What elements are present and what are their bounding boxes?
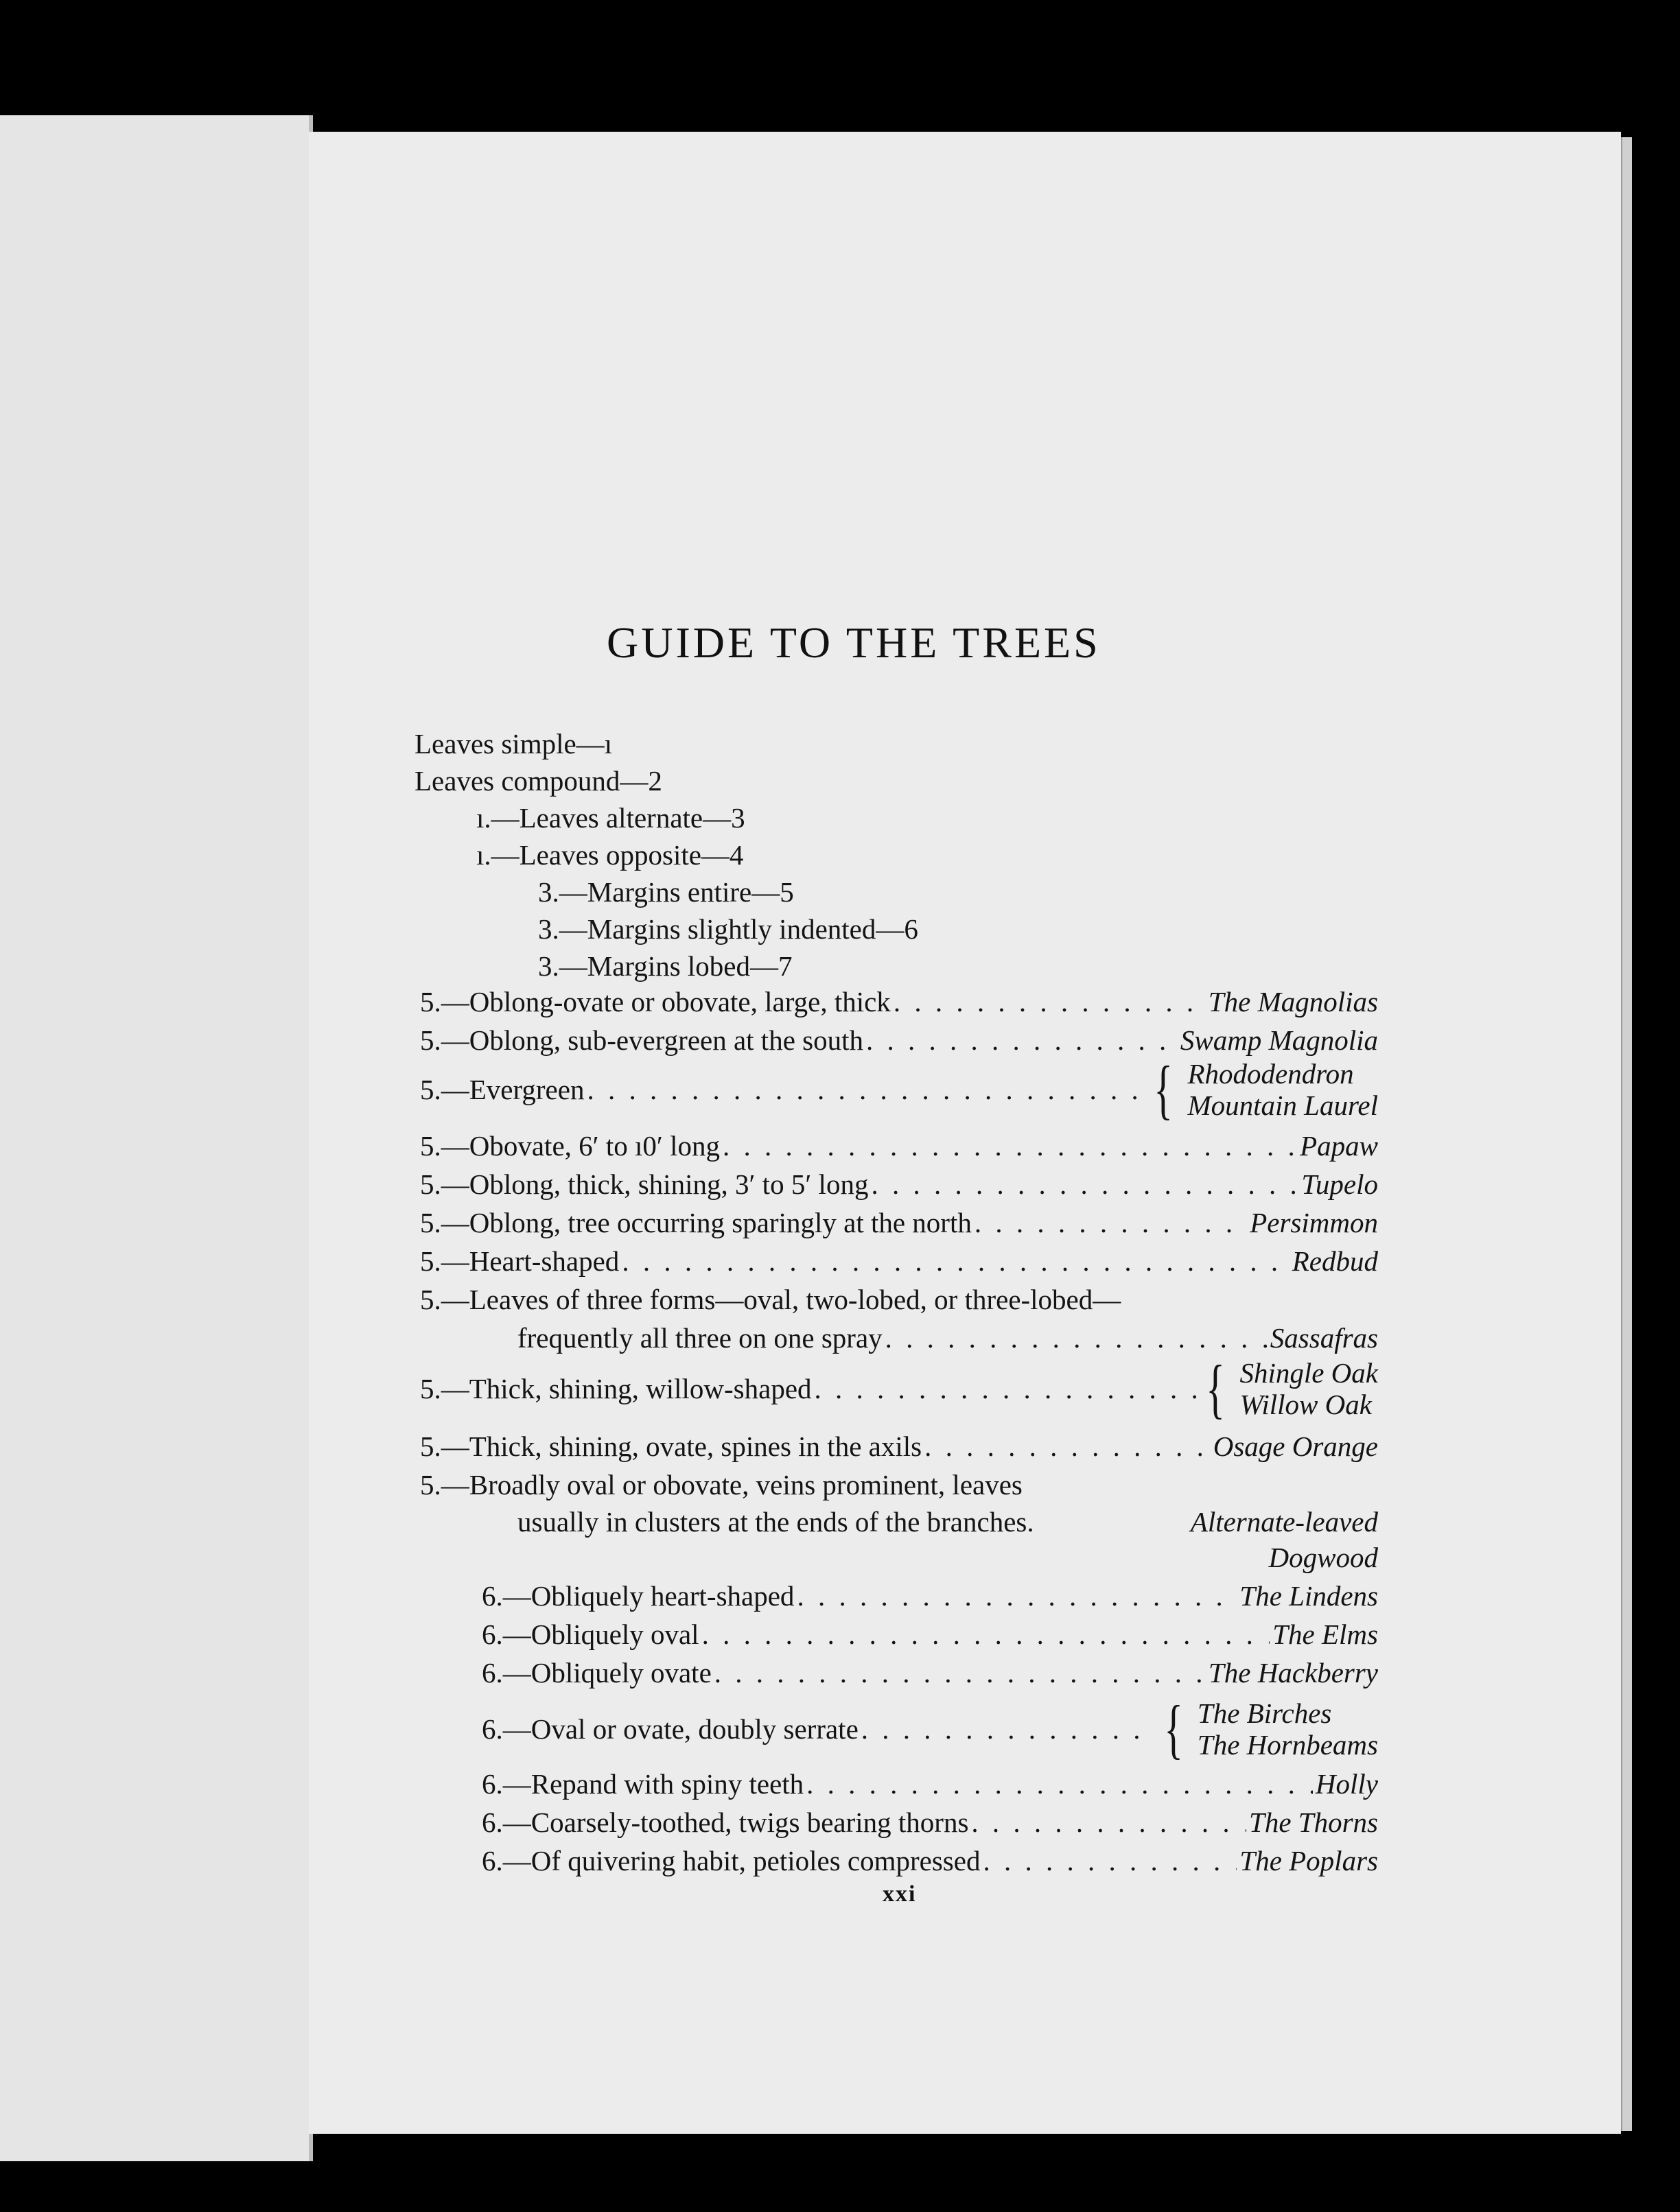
- key-line-leaves-opposite: ı.—Leaves opposite—4: [476, 839, 744, 871]
- tree-name: Mountain Laurel: [1187, 1090, 1378, 1121]
- leader-dots: [714, 1654, 1206, 1692]
- entry-description: 5.—Oblong-ovate or obovate, large, thick: [420, 986, 891, 1017]
- tree-name: Persimmon: [1250, 1207, 1378, 1238]
- leader-dots: [622, 1242, 1289, 1280]
- entry-persimmon: [420, 1203, 1378, 1242]
- tree-name: Papaw: [1300, 1130, 1378, 1162]
- leader-dots: [861, 1710, 1155, 1748]
- entry-description: 6.—Coarsely-toothed, twigs bearing thorns: [482, 1807, 969, 1838]
- entry-osage-orange: [420, 1427, 1378, 1466]
- entry-thorns: [482, 1803, 1378, 1842]
- entry-holly: [482, 1765, 1378, 1803]
- entry-tupelo: [420, 1165, 1378, 1203]
- tree-name: The Poplars: [1239, 1845, 1378, 1876]
- leader-dots: [587, 1070, 1145, 1109]
- tree-name: The Hackberry: [1208, 1657, 1378, 1689]
- leader-dots: [894, 983, 1206, 1021]
- tree-name: The Lindens: [1239, 1580, 1378, 1612]
- key-line-margins-entire: 3.—Margins entire—5: [538, 876, 794, 908]
- tree-name: Holly: [1315, 1768, 1378, 1800]
- entry-magnolias: [420, 983, 1378, 1021]
- page-edge: [1621, 137, 1632, 2131]
- entry-description: 6.—Obliquely oval: [482, 1619, 699, 1650]
- entry-description: 6.—Of quivering habit, petioles compressed: [482, 1845, 981, 1876]
- entry-evergreen: [420, 1052, 1378, 1126]
- leader-dots: [702, 1615, 1270, 1654]
- key-line-margins-indented: 3.—Margins slightly indented—6: [538, 913, 918, 945]
- leader-dots: [975, 1203, 1247, 1242]
- leader-dots: [871, 1165, 1298, 1203]
- leader-dots: [797, 1577, 1237, 1615]
- leader-dots: [971, 1803, 1246, 1842]
- entry-description: 5.—Oblong, sub-evergreen at the south: [420, 1024, 863, 1056]
- entry-sassafras-line1: 5.—Leaves of three forms—oval, two-lobed, or three-lobed—: [420, 1284, 1121, 1315]
- entry-description: 5.—Evergreen: [420, 1074, 585, 1105]
- tree-name: The Thorns: [1249, 1807, 1378, 1838]
- entry-description: 5.—Oblong, thick, shining, 3′ to 5′ long: [420, 1168, 869, 1200]
- entry-dogwood-line1: 5.—Broadly oval or obovate, veins prominent, leaves: [420, 1469, 1023, 1501]
- entry-birches: [482, 1692, 1378, 1765]
- tree-name-continued: Dogwood: [1268, 1542, 1378, 1573]
- tree-name: Tupelo: [1301, 1168, 1378, 1200]
- entry-elms: [482, 1615, 1378, 1654]
- entry-sassafras: [517, 1319, 1378, 1357]
- tree-name-pair: [1158, 1692, 1378, 1765]
- tree-name: Alternate-leaved: [1190, 1506, 1378, 1538]
- page-title: GUIDE TO THE TREES: [607, 618, 1101, 667]
- key-line-margins-lobed: 3.—Margins lobed—7: [538, 950, 793, 982]
- tree-name: Sassafras: [1270, 1322, 1378, 1354]
- brace-mark: {: [1154, 1052, 1174, 1126]
- leader-dots: [815, 1369, 1198, 1408]
- key-line-leaves-compound: Leaves compound—2: [415, 765, 662, 797]
- tree-name: Rhododendron: [1187, 1058, 1354, 1090]
- leader-dots: [866, 1021, 1178, 1059]
- tree-name: The Magnolias: [1208, 986, 1378, 1017]
- tree-name: The Hornbeams: [1197, 1729, 1378, 1761]
- facing-page-left: [0, 115, 313, 2161]
- entry-papaw: [420, 1127, 1378, 1165]
- tree-name: Osage Orange: [1213, 1431, 1378, 1462]
- entry-swamp-magnolia: [420, 1021, 1378, 1059]
- entry-poplars: [482, 1842, 1378, 1880]
- entry-description: 6.—Obliquely ovate: [482, 1657, 712, 1689]
- tree-name: The Elms: [1272, 1619, 1378, 1650]
- key-line-leaves-simple: Leaves simple—ı: [415, 728, 613, 760]
- entry-description: 5.—Thick, shining, ovate, spines in the axils: [420, 1431, 922, 1462]
- leader-dots: [806, 1765, 1313, 1803]
- entry-description: 6.—Repand with spiny teeth: [482, 1768, 804, 1800]
- page-number: xxi: [883, 1881, 917, 1907]
- tree-name: Redbud: [1292, 1245, 1378, 1277]
- tree-name: The Birches: [1197, 1697, 1332, 1729]
- key-line-leaves-alternate: ı.—Leaves alternate—3: [476, 802, 745, 834]
- entry-description: 5.—Oblong, tree occurring sparingly at the north: [420, 1207, 972, 1238]
- entry-description: 6.—Obliquely heart-shaped: [482, 1580, 795, 1612]
- entry-description-continued: usually in clusters at the ends of the branches.: [517, 1506, 1034, 1538]
- leader-dots: [723, 1127, 1297, 1165]
- entry-description-continued: frequently all three on one spray: [517, 1322, 883, 1354]
- tree-name-pair: [1200, 1352, 1378, 1425]
- entry-dogwood: [517, 1503, 1378, 1541]
- leader-dots: [983, 1842, 1237, 1880]
- entry-redbud: [420, 1242, 1378, 1280]
- brace-mark: {: [1164, 1692, 1183, 1765]
- brace-mark: {: [1206, 1352, 1226, 1425]
- tree-name: Willow Oak: [1239, 1389, 1372, 1420]
- leader-dots: [924, 1427, 1211, 1466]
- tree-name: Swamp Magnolia: [1180, 1024, 1378, 1056]
- entry-description: 5.—Heart-shaped: [420, 1245, 620, 1277]
- entry-description: 5.—Obovate, 6′ to ı0′ long: [420, 1130, 721, 1162]
- entry-willow-shaped: [420, 1352, 1378, 1425]
- entry-hackberry: [482, 1654, 1378, 1692]
- entry-description: 6.—Oval or ovate, doubly serrate: [482, 1713, 859, 1745]
- tree-name: Shingle Oak: [1239, 1357, 1378, 1389]
- tree-name-pair: [1147, 1052, 1378, 1126]
- entry-lindens: [482, 1577, 1378, 1615]
- entry-description: 5.—Thick, shining, willow-shaped: [420, 1373, 812, 1404]
